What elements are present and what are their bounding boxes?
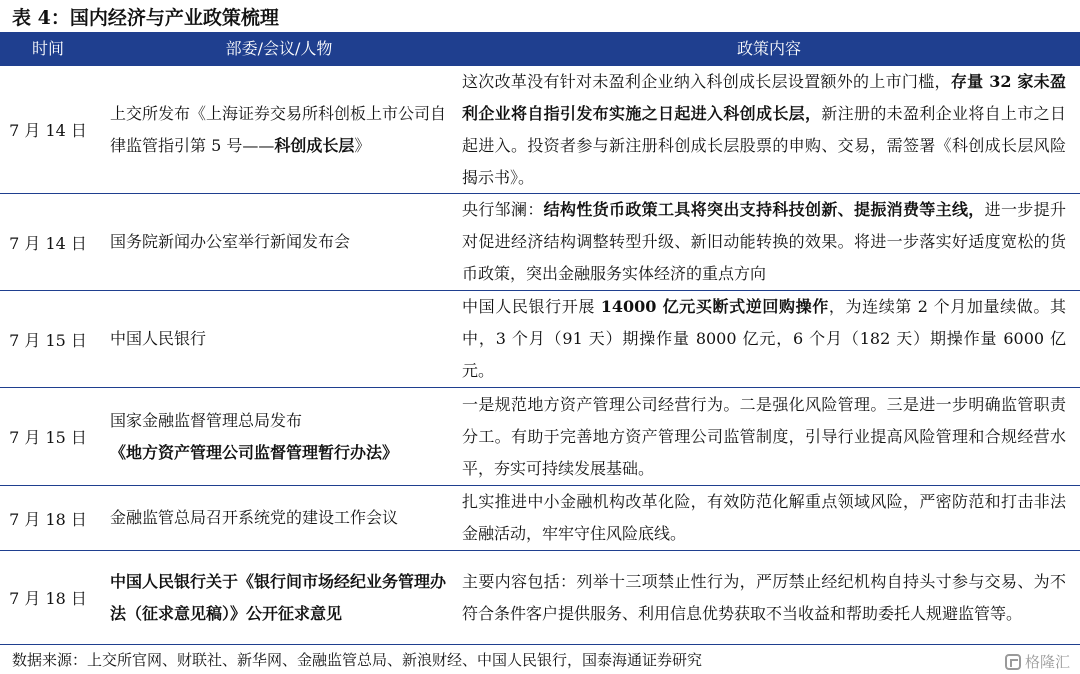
row-content — [450, 194, 1080, 290]
table-row — [0, 66, 1080, 194]
text-run: 这次改革没有针对未盈利企业纳入科创成长层设置额外的上市门槛， — [462, 71, 951, 91]
row-dept-text — [110, 502, 398, 534]
row-content — [450, 388, 1080, 485]
row-dept — [96, 486, 450, 550]
row-dept-text — [110, 566, 450, 630]
text-run: 中国人民银行 — [110, 329, 207, 348]
text-run: 新注册的未盈利企业将自上市之日起进入。投资者参与新注册科创成长层股票的申购、交易，需签署《科创成长层风险揭示书》。 — [462, 103, 1066, 187]
row-content — [450, 551, 1080, 644]
table-row — [0, 388, 1080, 486]
row-content-text — [462, 486, 1066, 550]
row-time: 7 月 15 日 — [9, 428, 87, 447]
table-title: 表 4：国内经济与产业政策梳理 — [12, 7, 279, 29]
header-time: 时间 — [31, 39, 64, 58]
text-run: 国家金融监督管理总局发布 — [110, 410, 303, 430]
text-run: ，为连续第 2 个月加量续做。其中，3 个月（91 天）期操作量 8000 亿元，6 个月（182 天）期操作量 6000 亿元。 — [462, 297, 1066, 380]
row-time: 7 月 18 日 — [9, 589, 87, 608]
text-run: 扎实推进中小金融机构改革化险，有效防范化解重点领域风险，严密防范和打击非法金融活动，牢牢守住风险底线。 — [462, 492, 1066, 543]
table-row — [0, 486, 1080, 551]
text-run: 中国人民银行关于《银行间市场经纪业务管理办法（征求意见稿）》公开征求意见 — [110, 571, 447, 623]
text-run: 存量 32 家未盈利企业将自指引发布实施之日起进入科创成长层， — [462, 71, 1066, 123]
text-run: 》 — [354, 135, 371, 155]
row-content-text — [462, 389, 1066, 485]
row-time: 7 月 14 日 — [9, 121, 87, 140]
row-content-text — [462, 291, 1066, 387]
row-dept-text — [110, 323, 206, 355]
row-time: 7 月 18 日 — [9, 509, 87, 529]
watermark-logo — [1005, 651, 1070, 672]
row-dept-text — [110, 226, 350, 258]
table-row — [0, 194, 1080, 291]
row-content-text — [462, 194, 1066, 290]
row-dept — [96, 66, 450, 193]
row-dept — [96, 291, 450, 387]
row-content — [450, 291, 1080, 387]
row-content-text — [462, 566, 1066, 630]
policy-table — [0, 32, 1080, 645]
text-run: 国务院新闻办公室举行新闻发布会 — [110, 232, 351, 251]
text-run: 中国人民银行开展 — [462, 297, 601, 316]
text-run: 14000 亿元买断式逆回购操作 — [600, 297, 829, 316]
text-run: 进一步提升对促进经济结构调整转型升级、新旧动能转换的效果。将进一步落实好适度宽松的货币政策，突出金融服务实体经济的重点方向 — [462, 200, 1066, 283]
table-row — [0, 551, 1080, 645]
row-time: 7 月 14 日 — [9, 233, 87, 253]
text-run: 一是规范地方资产管理公司经营行为。二是强化风险管理。三是进一步明确监管职责分工。有助于完善地方资产管理公司监管制度，引导行业提高风险管理和合规经营水平，夯实可持续发展基础。 — [462, 394, 1066, 478]
text-run: 上交所发布《上海证券交易所科创板上市公司自律监管指引第 5 号—— — [110, 103, 447, 155]
row-time: 7 月 15 日 — [9, 330, 87, 350]
watermark-text: 格隆汇 — [1024, 653, 1070, 671]
row-dept-text — [110, 405, 398, 469]
watermark-icon — [1005, 654, 1021, 670]
header-dept: 部委/会议/人物 — [225, 39, 333, 58]
row-content — [450, 486, 1080, 550]
text-run: 《地方资产管理公司监督管理暂行办法》 — [110, 442, 399, 462]
text-run: 金融监管总局召开系统党的建设工作会议 — [110, 508, 399, 527]
text-run: 结构性货币政策工具将突出支持科技创新、提振消费等主线， — [543, 200, 985, 219]
row-dept — [96, 194, 450, 290]
header-content: 政策内容 — [736, 39, 801, 58]
row-content — [450, 66, 1080, 193]
row-dept — [96, 388, 450, 485]
table-header — [0, 32, 1080, 66]
text-run: 央行邹澜： — [462, 200, 544, 219]
row-content-text — [462, 66, 1066, 194]
row-dept — [96, 551, 450, 644]
data-source-note: 数据来源：上交所官网、财联社、新华网、金融监管总局、新浪财经、中国人民银行，国泰海通证券研究 — [12, 651, 703, 669]
table-row — [0, 291, 1080, 388]
row-dept-text — [110, 98, 450, 162]
text-run: 主要内容包括：列举十三项禁止性行为，严厉禁止经纪机构自持头寸参与交易、为不符合条件客户提供服务、利用信息优势获取不当收益和帮助委托人规避监管等。 — [462, 571, 1066, 623]
text-run: 科创成长层 — [274, 135, 355, 155]
